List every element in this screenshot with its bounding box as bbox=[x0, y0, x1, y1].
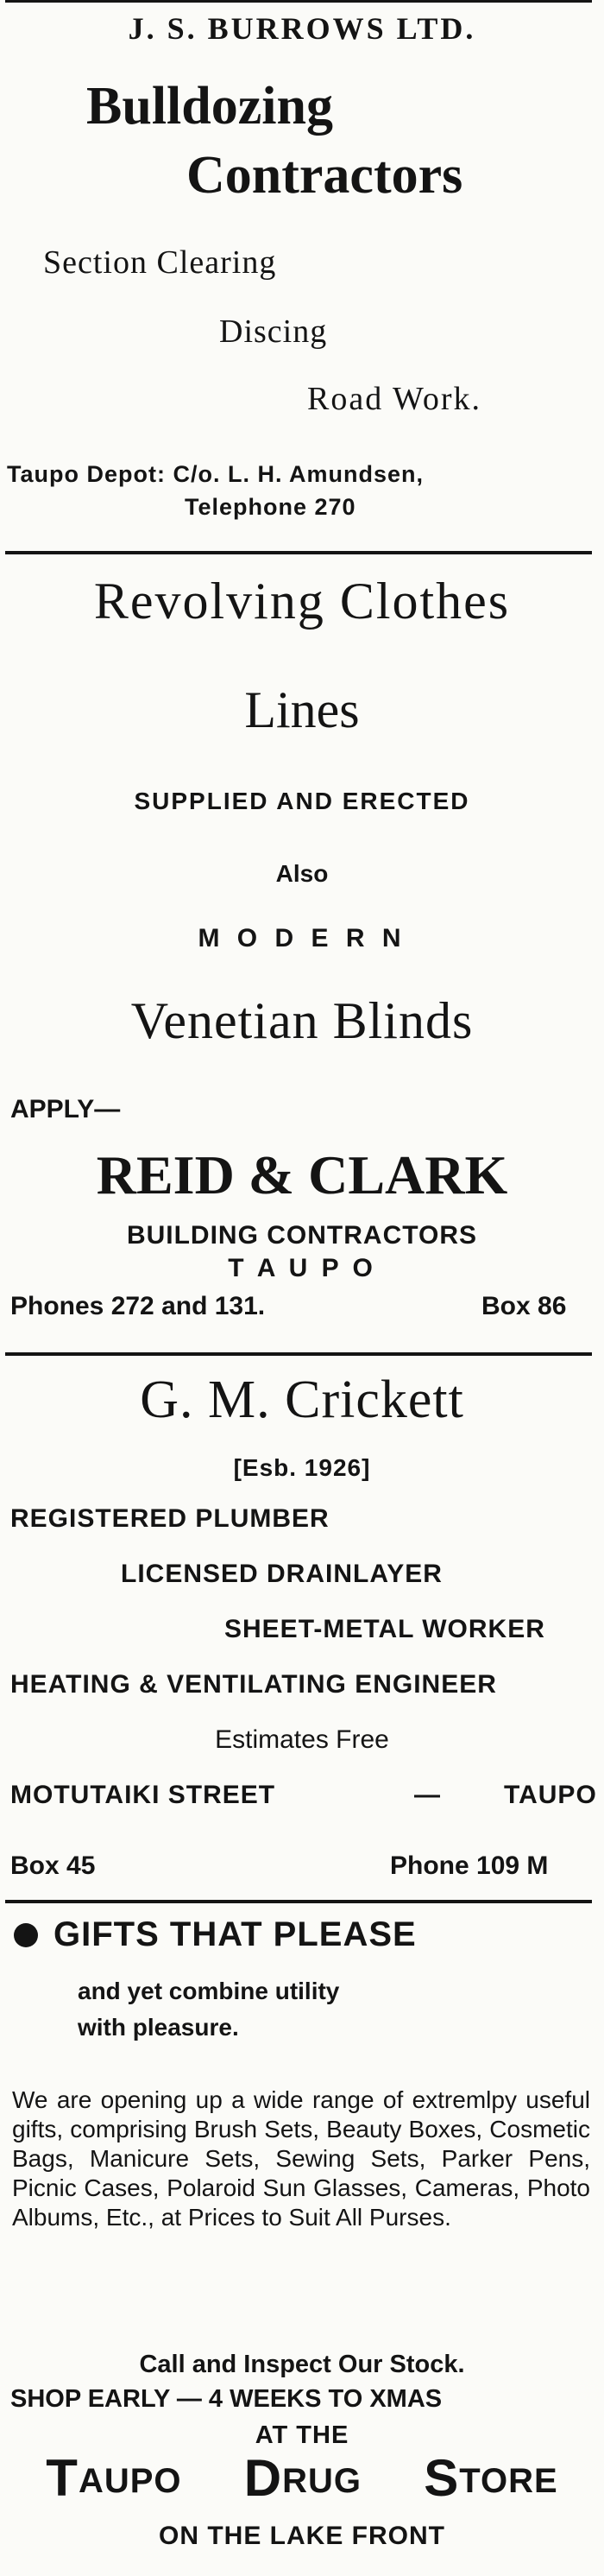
phone-numbers: Phones 272 and 131. bbox=[10, 1292, 266, 1320]
depot-address: Taupo Depot: C/o. L. H. Amundsen, bbox=[7, 461, 424, 487]
store-name bbox=[0, 2449, 604, 2507]
also-label: Also bbox=[275, 860, 329, 887]
street-address: MOTUTAIKI STREET bbox=[10, 1781, 276, 1809]
ad-title-line2: Contractors bbox=[186, 146, 463, 205]
service-section-clearing: Section Clearing bbox=[43, 244, 277, 281]
headline: GIFTS THAT PLEASE bbox=[53, 1915, 417, 1953]
service-discing: Discing bbox=[219, 313, 328, 350]
estimates-free: Estimates Free bbox=[215, 1725, 389, 1754]
service-road-work: Road Work. bbox=[307, 381, 482, 417]
apply-label: APPLY— bbox=[10, 1095, 121, 1123]
divider-rule bbox=[5, 1900, 592, 1903]
venetian-blinds: Venetian Blinds bbox=[130, 992, 474, 1049]
shop-early: SHOP EARLY — 4 WEEKS TO XMAS bbox=[10, 2385, 443, 2413]
subheadline-line1: and yet combine utility bbox=[78, 1978, 340, 2004]
store-word2-rest: RUG bbox=[282, 2462, 362, 2500]
store-word2-initial: D bbox=[243, 2449, 283, 2507]
town-label: TAUPO bbox=[504, 1781, 597, 1809]
at-the: AT THE bbox=[255, 2421, 349, 2449]
supplied-erected: SUPPLIED AND ERECTED bbox=[134, 788, 470, 814]
address-dash: — bbox=[414, 1781, 440, 1809]
box-number: Box 45 bbox=[10, 1851, 96, 1880]
ad-title-line2: Lines bbox=[244, 681, 360, 738]
store-word3-initial: S bbox=[424, 2449, 460, 2507]
business-name: G. M. Crickett bbox=[140, 1370, 464, 1429]
company-name: J. S. BURROWS LTD. bbox=[128, 11, 476, 46]
call-inspect: Call and Inspect Our Stock. bbox=[139, 2351, 465, 2378]
bullet-icon bbox=[14, 1923, 38, 1947]
trade-sheet-metal-worker: SHEET-METAL WORKER bbox=[224, 1615, 545, 1643]
town-label: T A U P O bbox=[228, 1254, 376, 1282]
trade-licensed-drainlayer: LICENSED DRAINLAYER bbox=[121, 1560, 443, 1588]
divider-rule bbox=[5, 551, 592, 554]
established-year: [Esb. 1926] bbox=[233, 1454, 371, 1481]
modern-label: M O D E R N bbox=[198, 924, 406, 953]
subheadline-line2: with pleasure. bbox=[78, 2014, 239, 2041]
top-rule bbox=[5, 0, 592, 3]
phone-number: Phone 109 M bbox=[390, 1851, 549, 1880]
box-number: Box 86 bbox=[481, 1292, 567, 1320]
trade-label: BUILDING CONTRACTORS bbox=[126, 1221, 478, 1250]
store-word1-rest: AUPO bbox=[78, 2462, 182, 2500]
gift-list-paragraph: We are opening up a wide range of extremlpy useful gifts, comprising Brush Sets, Beauty Boxes, Cosmetic Bags, Manicure Sets, Sewing Sets, Parker Pens, Picnic Cases, Polaroid Sun Glasses, Cameras, Photo Albums, Etc., at Prices to Suit All Purses. bbox=[12, 2086, 590, 2231]
location: ON THE LAKE FRONT bbox=[159, 2522, 445, 2550]
ad-title-line1: Bulldozing bbox=[86, 77, 333, 136]
store-word3-rest: TORE bbox=[459, 2462, 558, 2500]
telephone-number: Telephone 270 bbox=[185, 494, 356, 520]
trade-heating-engineer: HEATING & VENTILATING ENGINEER bbox=[10, 1670, 497, 1699]
store-word1-initial: T bbox=[46, 2449, 79, 2507]
trade-registered-plumber: REGISTERED PLUMBER bbox=[10, 1504, 330, 1533]
ad-title-line1: Revolving Clothes bbox=[93, 573, 511, 630]
divider-rule bbox=[5, 1352, 592, 1356]
company-name: REID & CLARK bbox=[96, 1144, 508, 1206]
